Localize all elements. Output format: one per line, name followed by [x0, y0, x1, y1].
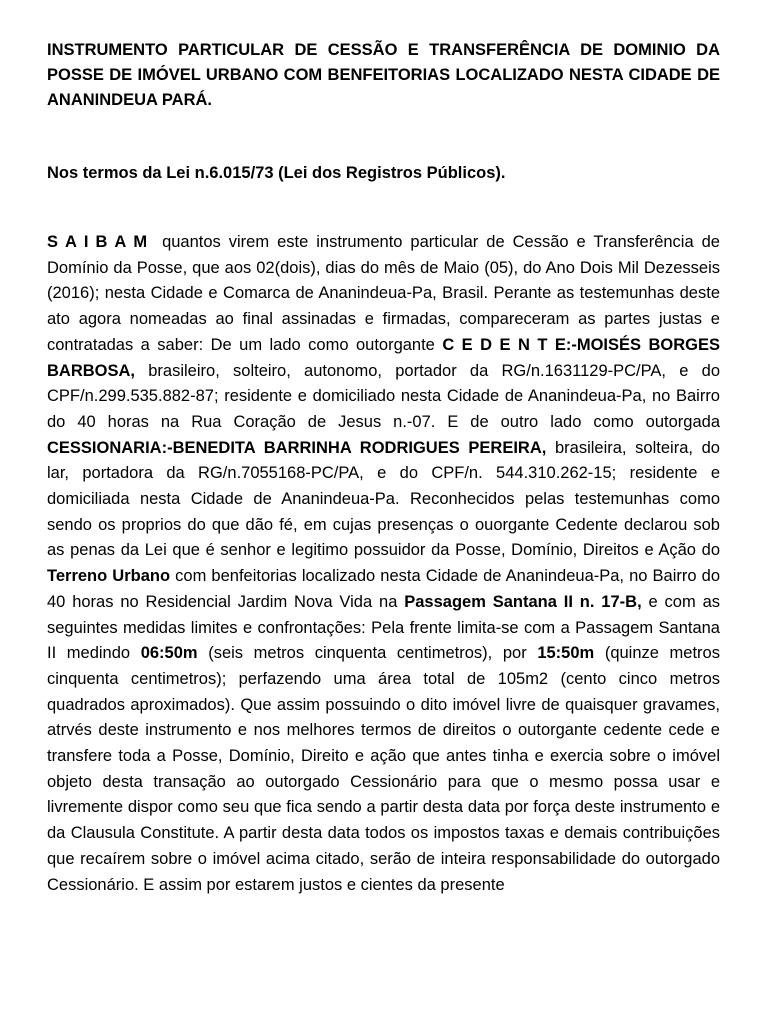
cessionaria-label: CESSIONARIA:-BENEDITA BARRINHA RODRIGUES PEREIRA, — [47, 438, 547, 457]
medida-fundo: 15:50m — [537, 644, 595, 663]
terreno-label: Terreno Urbano — [47, 567, 171, 586]
body-text-3: brasileira, solteira, do lar, portadora da RG/n.7055168-PC/PA, e do CPF/n. 544.310.262-15; residente e domiciliada nesta Cidade de Ananindeua-Pa. Reconhecidos pelas testemunhas como sendo os proprios do que dão fé, em cujas presenças o ouorgante Cedente declarou sob as penas da Lei que é senhor e legitimo possuidor da Posse, Domínio, Direitos e Ação do — [47, 438, 720, 560]
body-text-4: com benfeitorias localizado nesta Cidade de Ananindeua-Pa, no Bairro do 40 horas no Residencial Jardim Nova Vida na — [47, 567, 721, 611]
passagem-label: Passagem Santana II n. 17-B, — [404, 592, 642, 611]
document-page — [47, 38, 720, 898]
cedente-label: C E D E N T E:-MOISÉS BORGES BARBOSA, — [47, 335, 720, 380]
body-text-7: (quinze metros cinquenta centimetros); perfazendo uma área total de 105m2 (cento cinco metros quadrados aproximados). Que assim possuindo o dito imóvel livre de quaisquer gravames, atrvés deste instrumento e nos melhores termos de direitos o outorgante cedente cede e transfere toda a Posse, Domínio, Direito e ação que antes tinha e exercia sobre o imóvel objeto desta transação ao outorgado Cessionário para que o mesmo possa usar e livremente dispor como seu que fica sendo a partir desta data por força deste instrumento e da Clausula Constitute. A partir desta data todos os impostos taxas e demais contribuições que recaírem sobre o imóvel acima citado, serão de inteira responsabilidade do outorgado Cessionário. E assim por estarem justos e cientes da presente — [47, 644, 720, 894]
body-text-2: brasileiro, solteiro, autonomo, portador da RG/n.1631129-PC/PA, e do CPF/n.299.535.882-87; residente e domiciliado nesta Cidade de Ananindeua-Pa, no Bairro do 40 horas na Rua Coração de Jesus n.-07. E de outro lado como outorgada — [47, 361, 720, 431]
medida-frente: 06:50m — [140, 644, 198, 663]
saibam-heading: SAIBAM — [47, 233, 155, 251]
body-text-5: e com as seguintes medidas limites e confrontações: Pela frente limita-se com a Passagem Santana II medindo — [47, 592, 721, 663]
body-text-6: (seis metros cinquenta centimetros), por — [197, 644, 538, 663]
body-text-1: quantos virem este instrumento particular de Cessão e Transferência de Domínio da Posse, que aos 02(dois), dias do mês de Maio (05), do Ano Dois Mil Dezesseis (2016); nesta Cidade e Comarca de Ananindeua-Pa, Brasil. Perante as testemunhas deste ato agora nomeadas ao final assinadas e firmadas, compareceram as partes justas e contratadas a saber: De um lado como outorgante — [47, 233, 720, 354]
law-reference: Nos termos da Lei n.6.015/73 (Lei dos Registros Públicos). — [47, 164, 506, 182]
body-paragraph — [47, 230, 720, 898]
document-title: INSTRUMENTO PARTICULAR DE CESSÃO E TRANSFERÊNCIA DE DOMINIO DA POSSE DE IMÓVEL URBANO COM BENFEITORIAS LOCALIZADO NESTA CIDADE DE ANANINDEUA PARÁ. — [47, 41, 720, 109]
